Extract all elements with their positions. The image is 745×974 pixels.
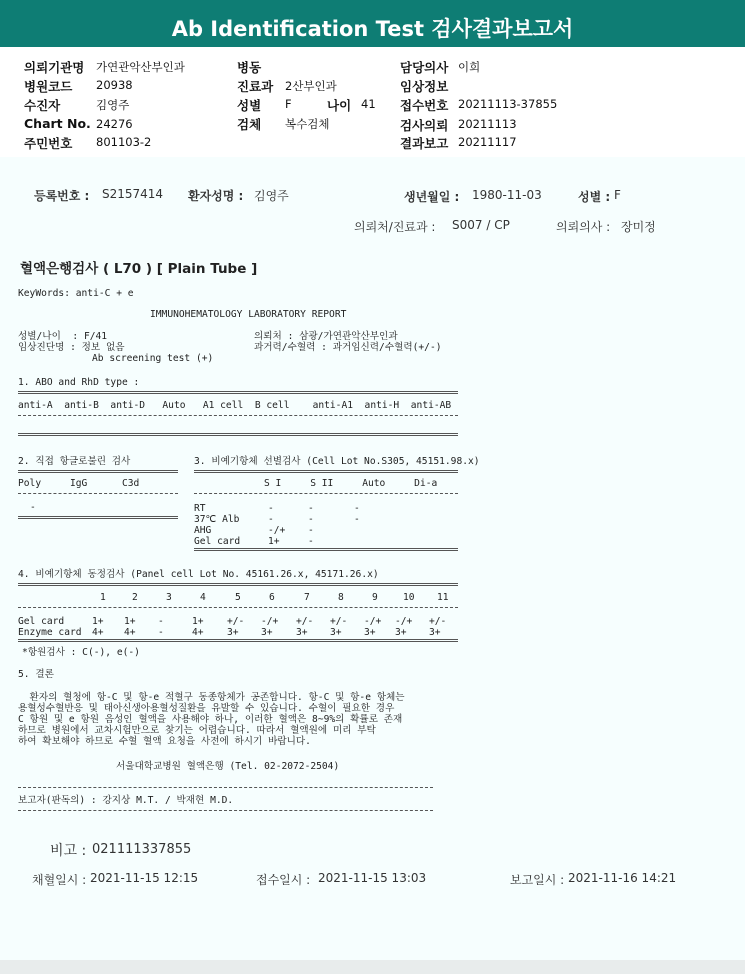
reg-value: S2157414 (102, 187, 164, 201)
panel-cell: 1+ (192, 616, 204, 627)
divider (18, 391, 458, 394)
divider (18, 415, 458, 416)
panel-cell: 3+ (395, 627, 407, 638)
receive-value: 2021-11-15 13:03 (318, 871, 427, 885)
divider (194, 493, 458, 494)
dob-value: 1980-11-03 (472, 188, 542, 202)
blood-bank-contact: 서울대학교병원 혈액은행 (Tel. 02-2072-2504) (116, 761, 340, 772)
antigen-line: *항원검사 : C(-), e(-) (22, 647, 140, 658)
screen-cell: -/+ (268, 525, 286, 536)
receipt-label: 접수번호 (400, 98, 449, 113)
dept-value: 2산부인과 (285, 79, 337, 93)
collect-value: 2021-11-15 12:15 (90, 871, 199, 885)
rrn-label: 주민번호 (24, 136, 73, 151)
hospital-code-value: 20938 (96, 78, 133, 92)
history-line: 과거력/수혈력 : 과거임신력/수혈력(+/-) (254, 342, 442, 353)
sex-age-line: 성별/나이 : F/41 (18, 331, 108, 342)
keywords-line: KeyWords: anti-C + e (18, 288, 134, 299)
section-conclusion-title: 5. 결론 (18, 669, 54, 680)
screen-row-label: RT (194, 503, 206, 514)
patient-name-value: 김영주 (254, 189, 289, 203)
panel-col-header: 10 (403, 592, 415, 603)
panel-cell: 3+ (330, 627, 342, 638)
divider (18, 470, 178, 473)
screen-cell: - (354, 503, 360, 514)
panel-col-header: 4 (200, 592, 206, 603)
rrn-value: 801103-2 (96, 135, 152, 149)
report-dept-value: S007 / CP (452, 218, 510, 232)
conclusion-line-2: 용혈성수혈반응 및 태아신생아용혈성질환을 유발할 수 있습니다. 수혈이 필요한 경우 (18, 703, 395, 714)
reporter-line: 보고자(판독의) : 강지상 M.T. / 박재현 M.D. (18, 795, 234, 806)
clinical-label: 임상정보 (400, 79, 449, 94)
specimen-label: 검체 (237, 117, 262, 132)
screen-cell: - (268, 514, 274, 525)
screen-header: S I S II Auto Di-a (264, 478, 438, 489)
reg-label: 등록번호 : (34, 189, 90, 203)
remark-value: 021111337855 (92, 842, 192, 857)
divider (18, 787, 433, 788)
divider (18, 433, 458, 436)
panel-cell: 4+ (124, 627, 136, 638)
divider (18, 516, 178, 519)
doctor-value: 이희 (458, 60, 481, 74)
panel-col-header: 11 (437, 592, 449, 603)
divider (194, 470, 458, 473)
lab-report-heading: IMMUNOHEMATOLOGY LABORATORY REPORT (150, 309, 347, 320)
remark-label: 비고 : (50, 843, 87, 859)
request-label: 검사의뢰 (400, 118, 449, 133)
panel-cell: - (158, 616, 164, 627)
sex-value: F (285, 97, 292, 111)
result-label: 결과보고 (400, 136, 449, 151)
panel-row-label: Enzyme card (18, 627, 82, 638)
panel-cell: +/- (330, 616, 348, 627)
sex-label: 성별 (237, 98, 262, 113)
panel-col-header: 7 (304, 592, 310, 603)
request-value: 20211113 (458, 117, 517, 131)
panel-cell: -/+ (261, 616, 279, 627)
divider (18, 583, 458, 586)
conclusion-line-5: 하여 확보해야 하므로 수혈 혈액 요청을 사전에 하시기 바랍니다. (18, 736, 311, 747)
screen-cell: - (308, 503, 314, 514)
age-label: 나이 (327, 98, 352, 113)
report-doctor-label: 의뢰의사 : (556, 220, 611, 234)
age-value: 41 (361, 97, 376, 111)
bottom-bar (0, 960, 745, 974)
divider (18, 607, 458, 608)
panel-row-label: Gel card (18, 616, 65, 627)
conclusion-line-1: 환자의 혈청에 항-C 및 항-e 적혈구 동종항체가 공존합니다. 항-C 및 항-e 항체는 (18, 692, 405, 703)
conclusion-line-4: 하므로 병원에서 교차시험만으로 찾기는 어렵습니다. 따라서 혈액원에 미리 부탁 (18, 725, 376, 736)
section-screen-title: 3. 비예기항체 선별검사 (Cell Lot No.S305, 45151.98.x) (194, 456, 480, 467)
requester-line: 의뢰처 : 삼광/가연관악산부인과 (254, 331, 398, 342)
panel-cell: -/+ (395, 616, 413, 627)
patient-value: 김영주 (96, 98, 130, 112)
panel-cell: 3+ (429, 627, 441, 638)
screen-cell: - (308, 525, 314, 536)
divider (18, 639, 458, 642)
panel-cell: 1+ (92, 616, 104, 627)
divider (194, 548, 458, 551)
test-title: 혈액은행검사 ( L70 ) [ Plain Tube ] (20, 261, 258, 277)
panel-cell: +/- (296, 616, 314, 627)
panel-col-header: 3 (166, 592, 172, 603)
screening-line: Ab screening test (+) (92, 353, 214, 364)
divider (18, 493, 178, 494)
ward-label: 병동 (237, 60, 262, 75)
section-abo-title: 1. ABO and RhD type : (18, 377, 140, 388)
panel-col-header: 9 (372, 592, 378, 603)
report-time-label: 보고일시 : (510, 873, 565, 887)
receive-label: 접수일시 : (256, 873, 311, 887)
screen-cell: - (308, 536, 314, 547)
panel-col-header: 2 (132, 592, 138, 603)
panel-cell: 3+ (296, 627, 308, 638)
screen-cell: - (268, 503, 274, 514)
screen-row-label: AHG (194, 525, 212, 536)
panel-cell: 4+ (92, 627, 104, 638)
section-panel-title: 4. 비예기항체 동정검사 (Panel cell Lot No. 45161.26.x, 45171.26.x) (18, 569, 379, 580)
hospital-code-label: 병원코드 (24, 79, 73, 94)
report-title: Ab Identification Test 검사결과보고서 (0, 0, 745, 47)
report-sex-label: 성별 : (578, 190, 611, 204)
screen-cell: - (308, 514, 314, 525)
institution-label: 의뢰기관명 (24, 60, 85, 75)
result-value: 20211117 (458, 135, 517, 149)
dept-label: 진료과 (237, 79, 274, 94)
dat-header: Poly IgG C3d (18, 478, 140, 489)
lab-report-document (0, 157, 745, 960)
dob-label: 생년월일 : (404, 190, 460, 204)
doctor-label: 담당의사 (400, 60, 449, 75)
section-dat-title: 2. 직접 항글로불린 검사 (18, 456, 131, 467)
panel-cell: +/- (227, 616, 245, 627)
chart-label: Chart No. (24, 116, 91, 131)
patient-label: 수진자 (24, 98, 61, 113)
panel-col-header: 5 (235, 592, 241, 603)
report-dept-label: 의뢰처/진료과 : (354, 220, 436, 234)
report-time-value: 2021-11-16 14:21 (568, 871, 677, 885)
report-doctor-value: 장미정 (621, 220, 656, 234)
panel-cell: 3+ (364, 627, 376, 638)
screen-cell: 1+ (268, 536, 280, 547)
order-info-panel (0, 47, 745, 157)
panel-cell: 1+ (124, 616, 136, 627)
panel-cell: 3+ (227, 627, 239, 638)
panel-cell: - (158, 627, 164, 638)
chart-value: 24276 (96, 117, 133, 131)
receipt-value: 20211113-37855 (458, 97, 558, 111)
panel-cell: 3+ (261, 627, 273, 638)
dat-value: - (30, 502, 36, 513)
institution-value: 가연관악산부인과 (96, 60, 185, 74)
panel-cell: 4+ (192, 627, 204, 638)
report-sex-value: F (614, 188, 621, 202)
conclusion-line-3: C 항원 및 e 항원 음성인 혈액을 사용해야 하나, 이러한 혈액은 8~9%의 확률로 존재 (18, 714, 403, 725)
screen-row-label: Gel card (194, 536, 241, 547)
patient-name-label: 환자성명 : (188, 189, 244, 203)
panel-cell: -/+ (364, 616, 382, 627)
screen-cell: - (354, 514, 360, 525)
screen-row-label: 37℃ Alb (194, 514, 240, 525)
panel-col-header: 8 (338, 592, 344, 603)
abo-header: anti-A anti-B anti-D Auto A1 cell B cell anti-A1 anti-H anti-AB (18, 400, 452, 411)
specimen-value: 복수검체 (285, 117, 330, 131)
collect-label: 채혈일시 : (32, 873, 87, 887)
divider (18, 810, 433, 811)
panel-col-header: 6 (269, 592, 275, 603)
panel-cell: +/- (429, 616, 447, 627)
diagnosis-line: 임상진단명 : 정보 없음 (18, 342, 125, 353)
panel-col-header: 1 (100, 592, 106, 603)
